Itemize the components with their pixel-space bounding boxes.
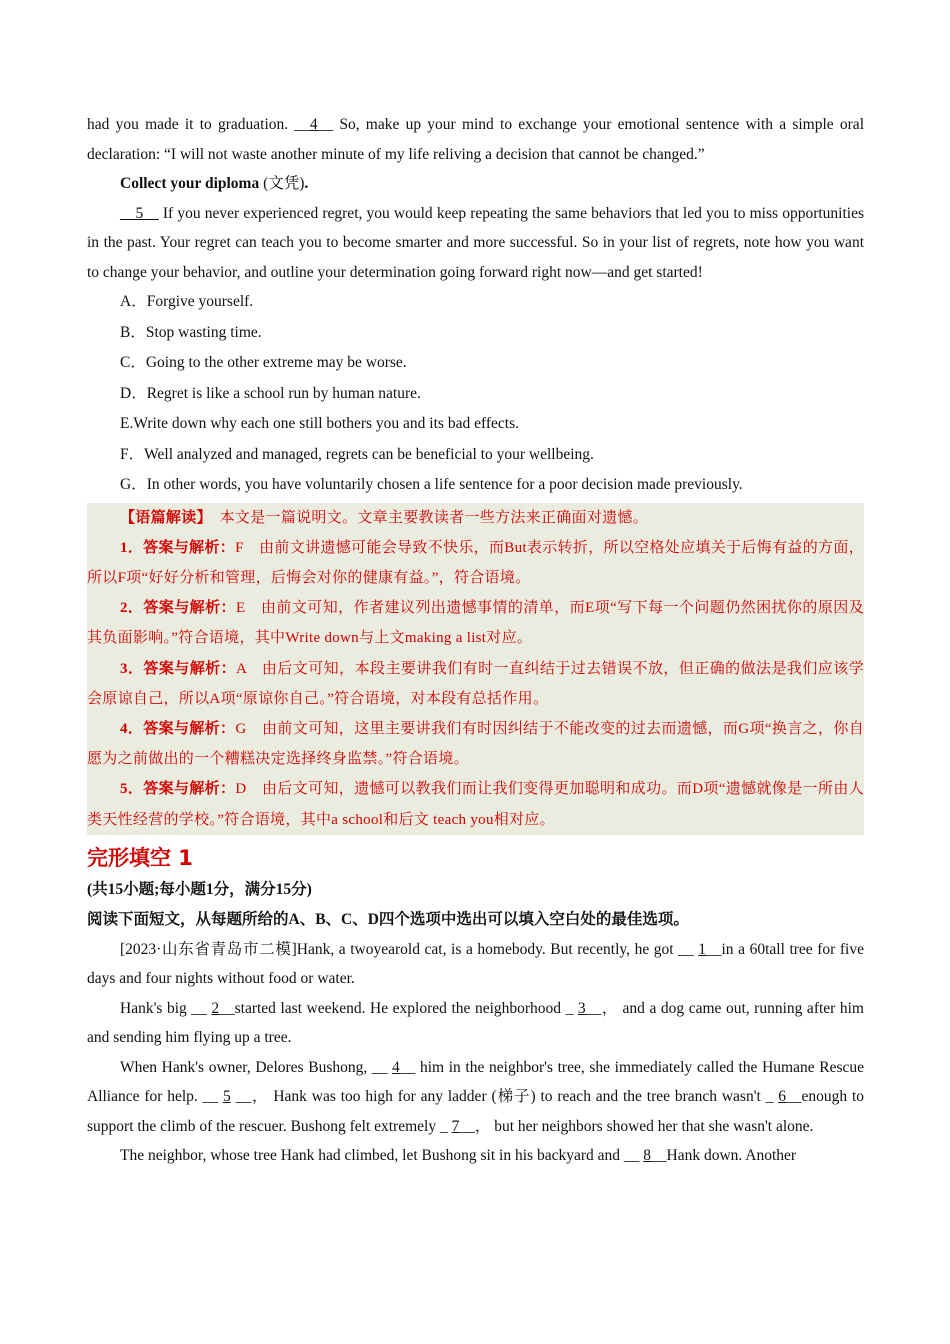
- option-c: C．Going to the other extreme may be worse.: [120, 354, 407, 371]
- cloze-blank-7: 7: [451, 1117, 460, 1135]
- page-content: [87, 110, 864, 1171]
- answer-1: 1．答案与解析：F 由前文讲遗憾可能会导致不快乐，而But表示转折，所以空格处应填关于后悔有益的方面，所以F项“好好分析和管理，后悔会对你的健康有益。”，符合语境。: [87, 539, 865, 586]
- cloze-blank-1: 1: [698, 940, 706, 958]
- answer-3: 3．答案与解析：A 由后文可知，本段主要讲我们有时一直纠结于过去错误不放，但正确的做法是我们应该学会原谅自己，所以A项“原谅你自己。”符合语境，对本段有总括作用。: [87, 660, 864, 707]
- blank-5: __5__: [120, 204, 159, 222]
- cloze-instruction: 阅读下面短文，从每题所给的A、B、C、D四个选项中选出可以填入空白处的最佳选项。: [87, 910, 689, 928]
- section-heading: Collect your diploma (文凭).: [120, 175, 309, 192]
- cloze-paragraph-4: The neighbor, whose tree Hank had climbed, let Bushong sit in his backyard and __ 8__Hank down. Another: [120, 1147, 797, 1165]
- option-a: A．Forgive yourself.: [120, 293, 254, 310]
- answer-2: 2．答案与解析：E 由前文可知，作者建议列出遗憾事情的清单，而E项“写下每一个问题仍然困扰你的原因及其负面影响。”符合语境，其中Write down与上文making a list对应。: [87, 600, 864, 647]
- cloze-blank-4: 4: [392, 1058, 400, 1076]
- passage-paragraph-2: __5__ If you never experienced regret, you would keep repeating the same behaviors that led you to miss opportunities in the past. Your regret can teach you to become smarter and more successful. So in your list of regrets, note how you want to change your behavior, and outline your determination going forward right now—and get started!: [87, 204, 864, 281]
- option-b: B．Stop wasting time.: [120, 323, 262, 341]
- blank-4: 4: [309, 116, 318, 133]
- option-e: E.Write down why each one still bothers you and its bad effects.: [120, 415, 519, 432]
- cloze-blank-6: 6: [778, 1088, 786, 1106]
- cloze-paragraph-2: Hank's big __ 2__started last weekend. He explored the neighborhood _ 3__， and a dog came out, running after him and sending him flying up a tree.: [87, 999, 864, 1047]
- answer-4: 4．答案与解析：G 由前文可知，这里主要讲我们有时因纠结于不能改变的过去而遗憾，而G项“换言之，你自愿为之前做出的一个糟糕决定选择终身监禁。”符合语境。: [87, 720, 864, 768]
- cloze-passage: [87, 935, 864, 1171]
- option-g: G．In other words, you have voluntarily chosen a life sentence for a poor decision made previously.: [120, 476, 743, 493]
- cloze-paragraph-3: When Hank's owner, Delores Bushong, __ 4__ him in the neighbor's tree, she immediately called the Humane Rescue Alliance for help. __ 5 __， Hank was too high for any ladder (梯子) to reach and the tree branch wasn't _ 6__enough to support the climb of the rescuer. Bushong felt extremely _ 7__， but her neighbors showed her that she wasn't alone.: [87, 1058, 865, 1135]
- answer-5: 5．答案与解析：D 由后文可知，遗憾可以教我们而让我们变得更加聪明和成功。而D项“遗憾就像是一所由人类天性经营的学校。”符合语境，其中a school和后文 teach you相对应。: [87, 781, 864, 828]
- passage-summary: 【语篇解读】 本文是一篇说明文。文章主要教读者一些方法来正确面对遗憾。: [120, 509, 649, 526]
- cloze-scoring: (共15小题;每小题1分，满分15分): [87, 880, 312, 898]
- cloze-blank-3: 3: [577, 999, 586, 1017]
- options-list: [87, 287, 864, 501]
- option-d: D．Regret is like a school run by human nature.: [120, 384, 421, 402]
- cloze-blank-8: 8: [643, 1147, 651, 1165]
- cloze-paragraph-1: [2023·山东省青岛市二模]Hank, a twoyearold cat, is a homebody. But recently, he got __ 1__in a 60tall tree for five days and four nights without food or water.: [87, 940, 864, 988]
- cloze-blank-2: 2: [211, 999, 220, 1017]
- cloze-section-title: 完形填空 1: [87, 845, 193, 870]
- passage-paragraph-1: had you made it to graduation. __4__ So, make up your mind to exchange your emotional sentence with a simple oral declaration: “I will not waste another minute of my life reliving a decision that cannot be changed.”: [87, 116, 864, 163]
- cloze-blank-5: 5: [223, 1088, 231, 1106]
- option-f: F．Well analyzed and managed, regrets can be beneficial to your wellbeing.: [120, 445, 594, 463]
- answer-analysis-block: [87, 503, 864, 835]
